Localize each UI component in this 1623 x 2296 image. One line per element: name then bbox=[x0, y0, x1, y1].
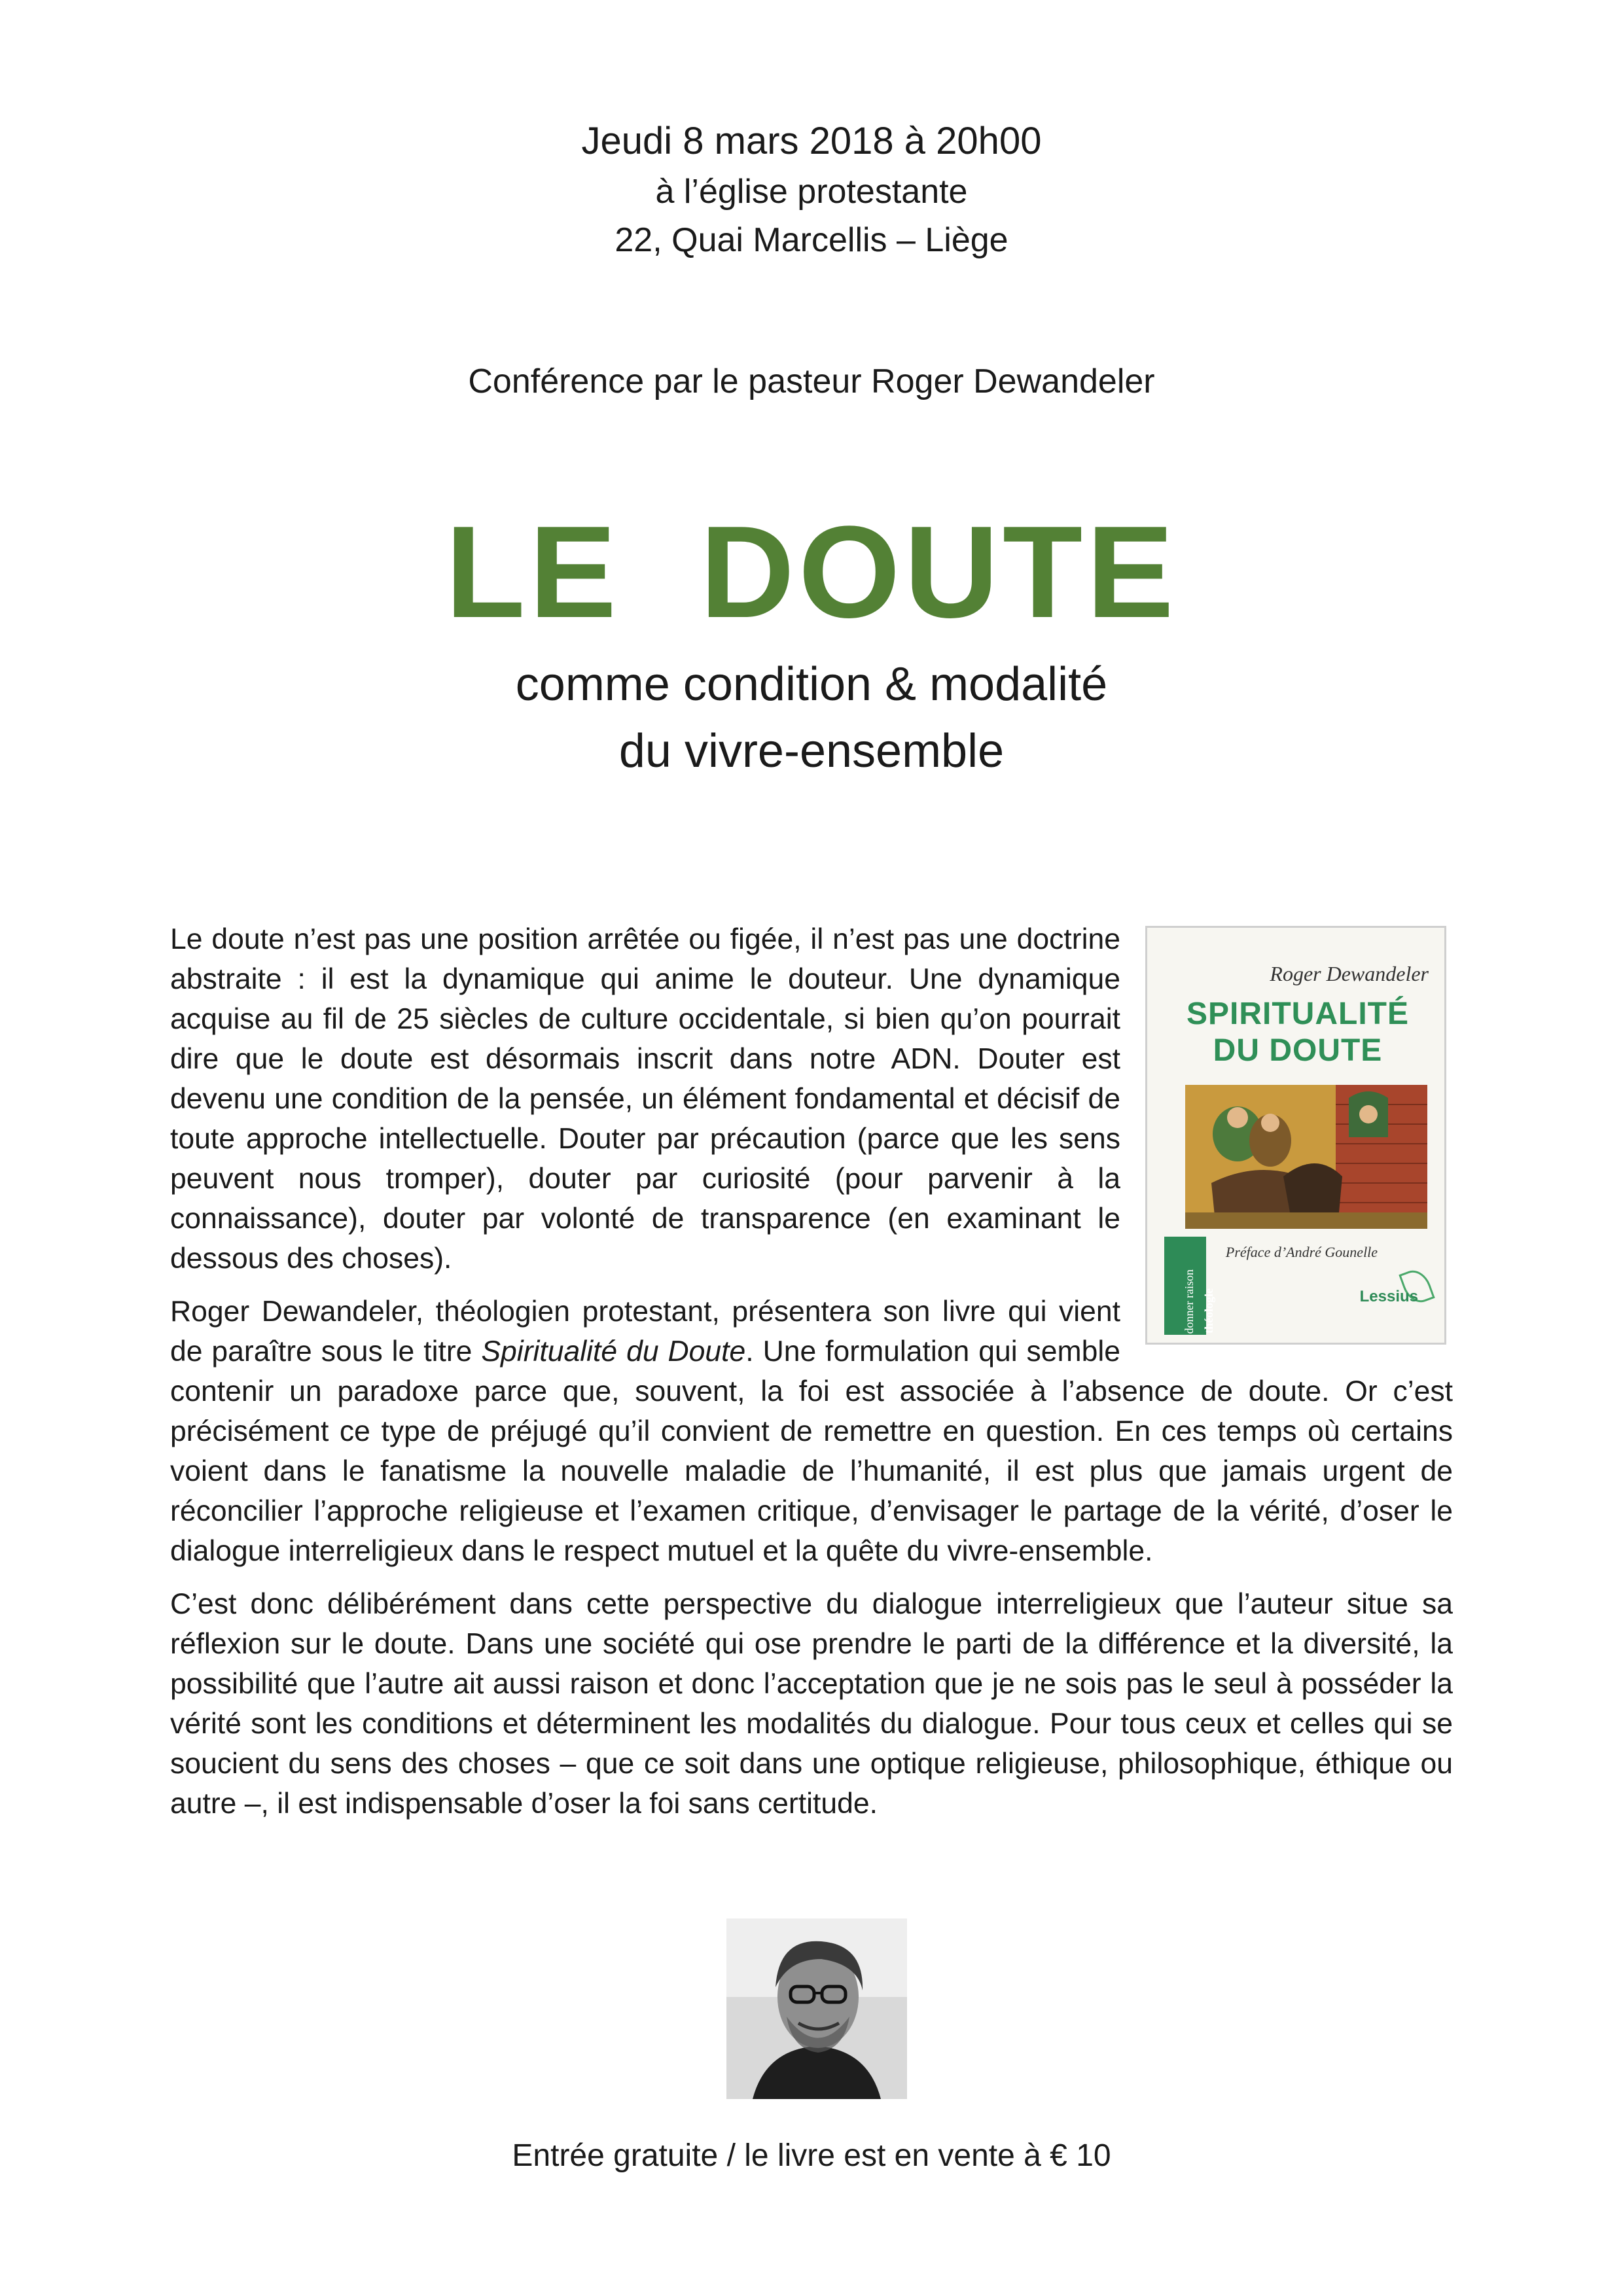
book-preface: Préface d’André Gounelle bbox=[1225, 1244, 1378, 1260]
paragraph-3: C’est donc délibérément dans cette perspective du dialogue interreligieux que l’auteur situe sa réflexion sur le doute. Dans une société qui ose prendre le parti de la différence et la diversité, la possibilité que l’autre ait aussi raison et donc l’acceptation que je ne sois pas le seul à posséder la vérité sont les conditions et déterminent les modalités du dialogue. Pour tous ceux et celles qui se soucient du sens des choses – que ce soit dans une optique religieuse, philosophique, éthique ou autre –, il est indispensable d’oser la foi sans certitude. bbox=[170, 1588, 1453, 1820]
book-series-label: donner raison bbox=[1183, 1269, 1196, 1333]
book-cover-image bbox=[1145, 926, 1453, 1348]
book-illustration bbox=[1185, 1085, 1427, 1229]
page-title: LE DOUTE bbox=[445, 499, 1178, 645]
book-title-line-2: DU DOUTE bbox=[1213, 1033, 1383, 1068]
book-title-line-1: SPIRITUALITÉ bbox=[1186, 997, 1409, 1031]
author-portrait bbox=[726, 1918, 907, 2099]
book-cover bbox=[1145, 926, 1446, 1345]
paragraph-1-text: Le doute n’est pas une position arrêtée ou figée, il n’est pas une doctrine abstraite : il est la dynamique qui anime le douteur. Une dynamique acquise au fil de 25 siècles de culture occidentale, si bien qu’on pourrait dire que le doute est désormais inscrit dans notre ADN. Douter est devenu une condition de la pensée, un élément fondamental et décisif de toute approche intellectuelle. Douter par précaution (parce que les sens peuvent nous tromper), douter par curiosité (pour parvenir à la connaissance), douter par volonté de transparence (en examinant le dessous des choses). bbox=[170, 923, 1120, 1275]
book-title-inline: Spiritualité du Doute bbox=[481, 1335, 746, 1368]
footer-info: Entrée gratuite / le livre est en vente à € 10 bbox=[512, 2138, 1111, 2173]
book-author: Roger Dewandeler bbox=[1270, 962, 1429, 985]
conference-speaker: Conférence par le pasteur Roger Dewandeler bbox=[468, 362, 1155, 400]
body-text bbox=[170, 919, 1453, 1837]
subtitle-line-1: comme condition & modalité bbox=[515, 658, 1108, 711]
paragraph-2-before: Roger Dewandeler, théologien protestant, présentera son livre qui vient de paraître sous le titre bbox=[170, 1296, 1120, 1368]
event-venue: à l’église protestante bbox=[655, 173, 968, 211]
illustration-scene bbox=[1185, 1085, 1427, 1229]
book-publisher: Lessius bbox=[1359, 1288, 1418, 1305]
event-date: Jeudi 8 mars 2018 à 20h00 bbox=[581, 120, 1042, 162]
book-collection: théologie bbox=[1202, 1288, 1215, 1333]
subtitle-line-2: du vivre-ensemble bbox=[618, 725, 1005, 777]
event-address: 22, Quai Marcellis – Liège bbox=[615, 221, 1008, 259]
paragraph-2-after: . Une formulation qui semble contenir un paradoxe parce que, souvent, la foi est associée à l’absence de doute. Or c’est précisément ce type de préjugé qu’il convient de remettre en question. En ces temps où certains voient dans le fanatisme la nouvelle maladie de l’humanité, il est plus que jamais urgent de réconcilier l’approche religieuse et l’examen critique, d’envisager le partage de la vérité, d’oser le dialogue interreligieux dans le respect mutuel et la quête du vivre-ensemble. bbox=[170, 1335, 1453, 1567]
portrait-image bbox=[726, 1918, 907, 2099]
book-title bbox=[1147, 996, 1446, 1069]
